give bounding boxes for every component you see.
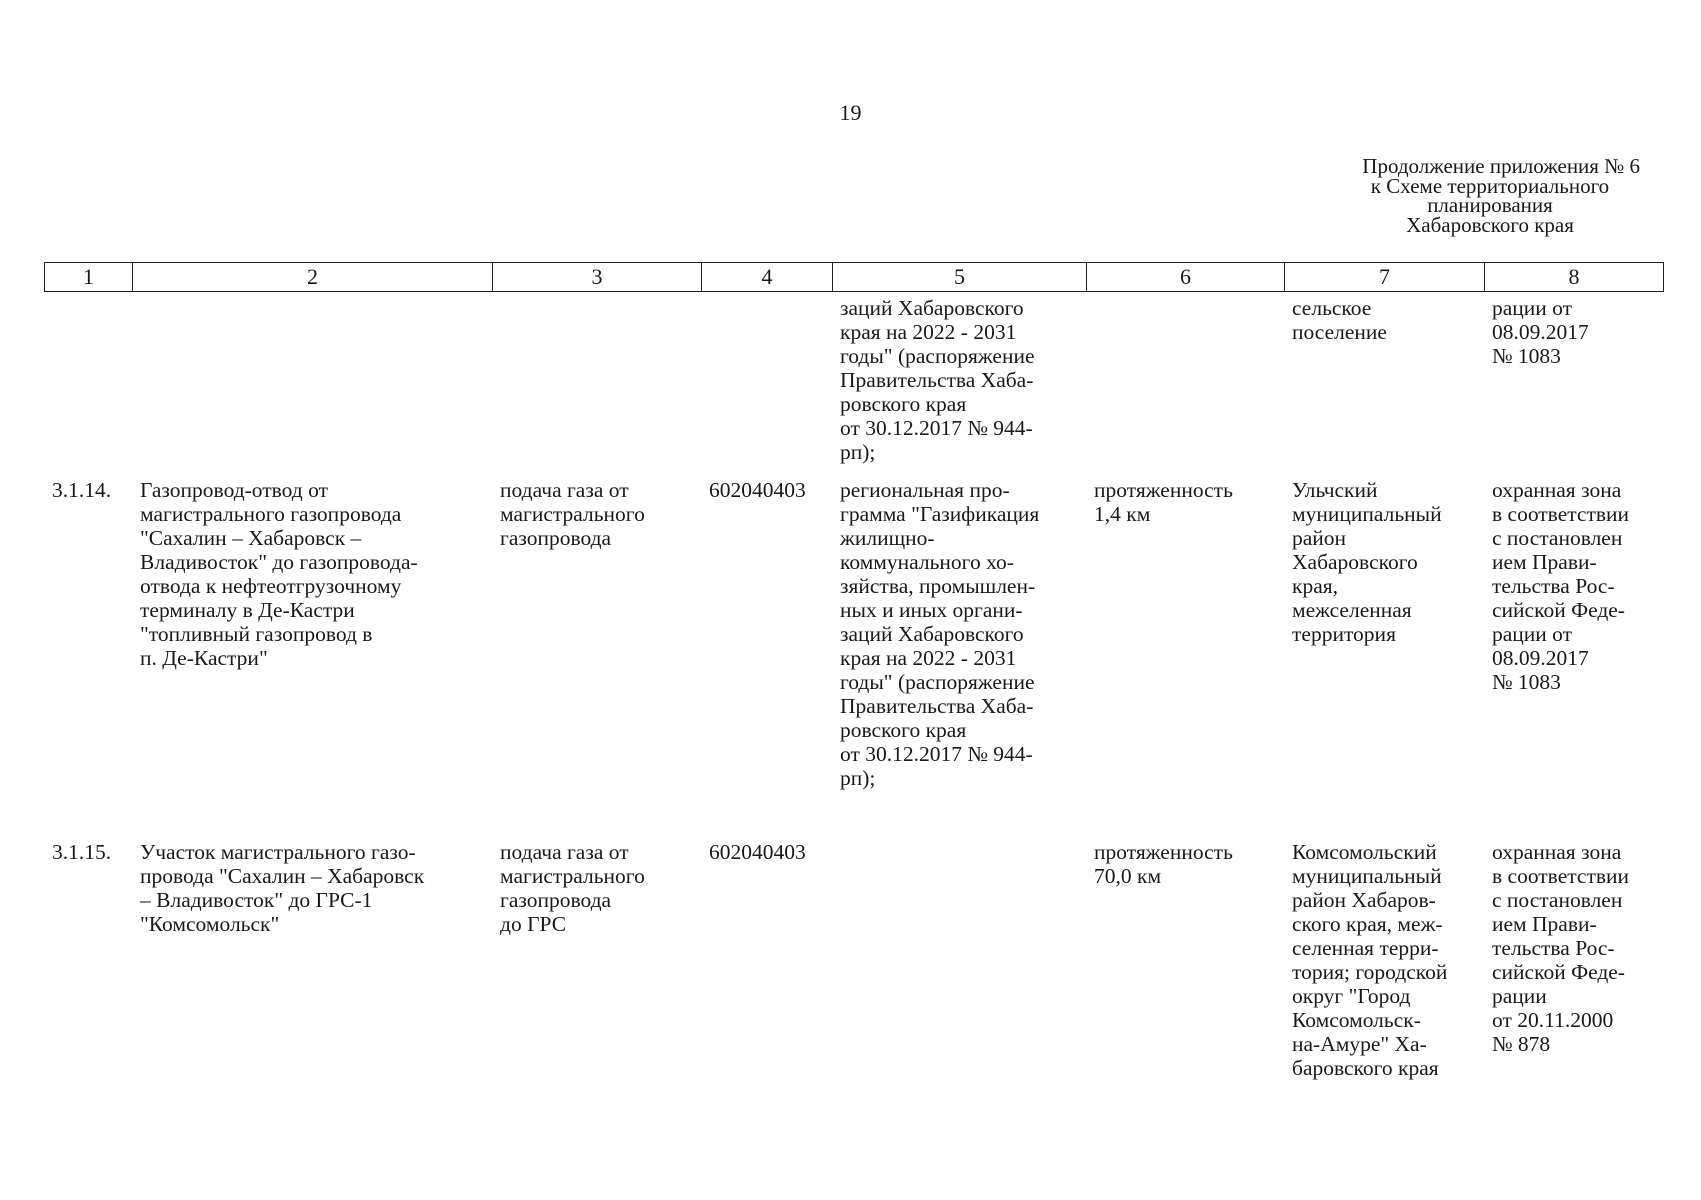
cell-program	[832, 296, 1086, 464]
cell-text-line: годы" (распоряжение	[840, 344, 1035, 368]
cell-text-line: от 30.12.2017 № 944-	[840, 742, 1033, 766]
cell-text-line: "Комсомольск"	[140, 912, 280, 936]
cell-text-line: № 1083	[1492, 670, 1561, 694]
cell-text-line: Правительства Хаба-	[840, 694, 1034, 718]
cell-text-line: 70,0 км	[1094, 864, 1162, 888]
cell-name	[132, 296, 492, 464]
cell-text-line: до ГРС	[500, 912, 567, 936]
cell-text-line: межселенная	[1292, 598, 1412, 622]
cell-text-line: газопровода	[500, 526, 612, 550]
cell-text-line: – Владивосток" до ГРС-1	[140, 888, 373, 912]
cell-length	[1086, 478, 1284, 790]
cell-text-line: с постановлен	[1492, 888, 1623, 912]
cell-text-line: Хабаровского	[1292, 550, 1418, 574]
cell-text-line: ием Прави-	[1492, 550, 1597, 574]
appendix-note-line: к Схеме территориального	[1370, 173, 1610, 198]
cell-zone	[1484, 478, 1662, 790]
column-header: 1	[45, 263, 133, 291]
cell-text-line: от 20.11.2000	[1492, 1008, 1614, 1032]
cell-text-line: 3.1.15.	[52, 840, 112, 864]
cell-zone	[1484, 840, 1662, 1080]
cell-text-line: ского края, меж-	[1292, 912, 1443, 936]
cell-text-line: рации от	[1492, 622, 1573, 646]
cell-text-line: протяженность	[1094, 840, 1233, 864]
cell-text-line: заций Хабаровского	[840, 296, 1024, 320]
cell-text-line: поселение	[1292, 320, 1387, 344]
cell-text-line: в соответствии	[1492, 864, 1630, 888]
table-row	[44, 296, 1662, 464]
cell-zone	[1484, 296, 1662, 464]
cell-text-line: муниципальный	[1292, 864, 1442, 888]
appendix-note-line: Хабаровского края	[1406, 212, 1574, 237]
cell-text-line: тельства Рос-	[1492, 936, 1615, 960]
cell-text-line: годы" (распоряжение	[840, 670, 1035, 694]
cell-text-line: Газопровод-отвод от	[140, 478, 328, 502]
cell-text-line: на-Амуре" Ха-	[1292, 1032, 1427, 1056]
cell-text-line: Правительства Хаба-	[840, 368, 1034, 392]
cell-text-line: район	[1292, 526, 1347, 550]
cell-text-line: "топливный газопровод в	[140, 622, 373, 646]
cell-text-line: рации	[1492, 984, 1547, 1008]
cell-text-line: магистрального	[500, 502, 645, 526]
column-header: 8	[1568, 264, 1580, 289]
cell-text-line: края на 2022 - 2031	[840, 320, 1017, 344]
cell-number	[44, 840, 132, 1080]
appendix-note	[1290, 154, 1690, 237]
cell-text-line: заций Хабаровского	[840, 622, 1024, 646]
cell-text-line: провода "Сахалин – Хабаровск	[140, 864, 425, 888]
cell-text-line: подача газа от	[500, 478, 629, 502]
column-header: 2	[133, 263, 493, 291]
cell-text-line: сельское	[1292, 296, 1372, 320]
column-header: 6	[1087, 263, 1285, 291]
cell-text-line: муниципальный	[1292, 502, 1442, 526]
cell-text-line: округ "Город	[1292, 984, 1411, 1008]
table-header-row	[44, 262, 1664, 292]
cell-length	[1086, 840, 1284, 1080]
cell-text-line: ием Прави-	[1492, 912, 1597, 936]
cell-text-line: Владивосток" до газопровода-	[140, 550, 418, 574]
cell-text-line: баровского края	[1292, 1056, 1439, 1080]
cell-text-line: зяйства, промышлен-	[840, 574, 1036, 598]
cell-text-line: 08.09.2017	[1492, 646, 1589, 670]
cell-text-line: подача газа от	[500, 840, 629, 864]
cell-number	[44, 478, 132, 790]
appendix-note-line: Продолжение приложения № 6	[1362, 154, 1640, 178]
cell-location	[1284, 840, 1484, 1080]
cell-text-line: отвода к нефтеотгрузочному	[140, 574, 402, 598]
cell-text-line: 08.09.2017	[1492, 320, 1589, 344]
cell-text-line: рп);	[840, 766, 876, 790]
cell-length	[1086, 296, 1284, 464]
column-header: 5	[833, 263, 1087, 291]
cell-code	[701, 296, 832, 464]
cell-text-line: в соответствии	[1492, 502, 1630, 526]
cell-location	[1284, 478, 1484, 790]
cell-code	[701, 478, 832, 790]
cell-text-line: "Сахалин – Хабаровск –	[140, 526, 362, 550]
cell-program	[832, 840, 1086, 1080]
cell-text-line: 1,4 км	[1094, 502, 1151, 526]
cell-purpose	[492, 840, 701, 1080]
cell-text-line: № 878	[1492, 1032, 1551, 1056]
cell-purpose	[492, 478, 701, 790]
cell-program	[832, 478, 1086, 790]
cell-text-line: 602040403	[709, 478, 806, 502]
table-row	[44, 478, 1662, 790]
cell-text-line: Комсомольск-	[1292, 1008, 1421, 1032]
cell-location	[1284, 296, 1484, 464]
cell-text-line: края,	[1292, 574, 1339, 598]
column-header: 4	[702, 263, 833, 291]
cell-text-line: грамма "Газификация	[840, 502, 1040, 526]
cell-text-line: Комсомольский	[1292, 840, 1437, 864]
cell-text-line: магистрального газопровода	[140, 502, 402, 526]
cell-text-line: сийской Феде-	[1492, 598, 1625, 622]
cell-text-line: тельства Рос-	[1492, 574, 1615, 598]
table-row	[44, 840, 1662, 1080]
page-number: 19	[839, 100, 862, 125]
cell-text-line: коммунального хо-	[840, 550, 1014, 574]
cell-text-line: п. Де-Кастри"	[140, 646, 268, 670]
cell-text-line: ных и иных органи-	[840, 598, 1023, 622]
cell-name	[132, 478, 492, 790]
cell-text-line: 602040403	[709, 840, 806, 864]
cell-text-line: рп);	[840, 440, 876, 464]
cell-text-line: сийской Феде-	[1492, 960, 1625, 984]
appendix-note-line: планирования	[1427, 193, 1553, 217]
cell-purpose	[492, 296, 701, 464]
cell-text-line: № 1083	[1492, 344, 1561, 368]
cell-text-line: территория	[1292, 622, 1396, 646]
cell-text-line: ровского края	[840, 718, 967, 742]
cell-text-line: селенная терри-	[1292, 936, 1439, 960]
cell-text-line: охранная зона	[1492, 840, 1622, 864]
cell-text-line: терминалу в Де-Кастри	[140, 598, 355, 622]
cell-text-line: охранная зона	[1492, 478, 1622, 502]
cell-text-line: региональная про-	[840, 478, 1010, 502]
cell-text-line: ровского края	[840, 392, 967, 416]
cell-code	[701, 840, 832, 1080]
cell-number	[44, 296, 132, 464]
cell-text-line: Участок магистрального газо-	[140, 840, 416, 864]
cell-text-line: края на 2022 - 2031	[840, 646, 1017, 670]
cell-text-line: с постановлен	[1492, 526, 1623, 550]
cell-text-line: 3.1.14.	[52, 478, 112, 502]
cell-text-line: протяженность	[1094, 478, 1233, 502]
cell-text-line: магистрального	[500, 864, 645, 888]
cell-text-line: район Хабаров-	[1292, 888, 1436, 912]
cell-text-line: от 30.12.2017 № 944-	[840, 416, 1033, 440]
cell-text-line: газопровода	[500, 888, 612, 912]
cell-text-line: рации от	[1492, 296, 1573, 320]
cell-name	[132, 840, 492, 1080]
column-header: 7	[1285, 263, 1485, 291]
cell-text-line: тория; городской	[1292, 960, 1448, 984]
cell-text-line: жилищно-	[840, 526, 935, 550]
cell-text-line: Ульчский	[1292, 478, 1378, 502]
column-header: 3	[493, 263, 702, 291]
